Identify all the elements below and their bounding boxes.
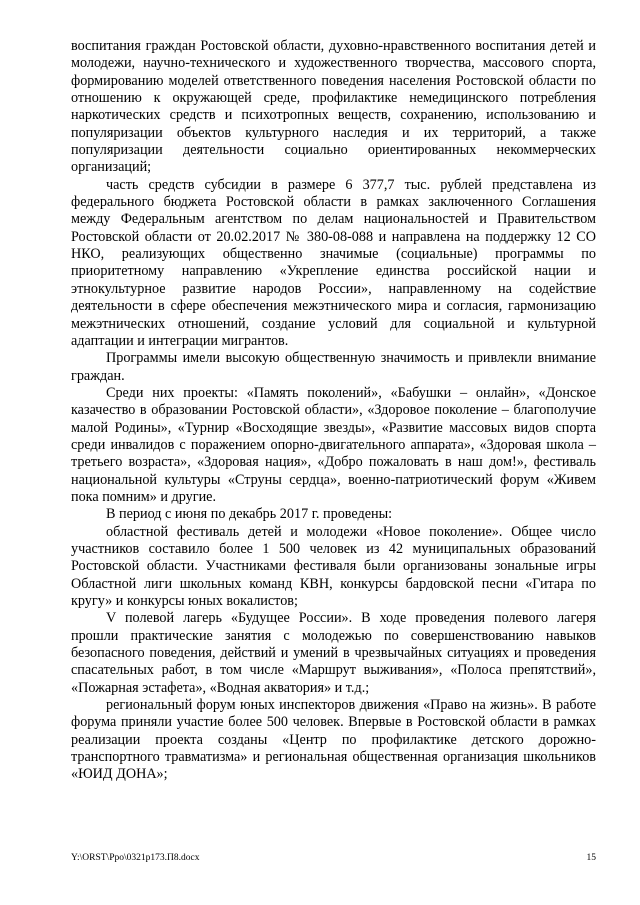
paragraph-forum: региональный форум юных инспекторов движения «Право на жизнь». В работе форума приняли участие более 500 человек. Впервые в Ростовской области в рамках реализации проекта созданы «Центр по профилактике детского дорожно-транспортного травматизма» и региональная общественная организация школьников «ЮИД ДОНА»; — [71, 697, 596, 783]
paragraph-festival: областной фестиваль детей и молодежи «Новое поколение». Общее число участников составило более 1 500 человек из 42 муниципальных образований Ростовской области. Участниками фестиваля были организованы зональные игры Областной лиги школьных команд КВН, конкурсы бардовской песни «Гитара по кругу» и конкурсы юных вокалистов; — [71, 523, 596, 609]
paragraph-field-camp: V полевой лагерь «Будущее России». В ходе проведения полевого лагеря прошли практические занятия с молодежью по совершенствованию навыков безопасного поведения, действий и умений в чрезвычайных ситуациях и проведения спасательных работ, в том числе «Маршрут выживания», «Полоса препятствий», «Пожарная эстафета», «Водная акватория» и т.д.; — [71, 610, 596, 696]
document-body — [71, 38, 596, 784]
paragraph-projects-list: Среди них проекты: «Память поколений», «Бабушки – онлайн», «Донское казачество в образовании Ростовской области», «Здоровое поколение – благополучие малой Родины», «Турнир «Восходящие звезды», «Развитие массовых видов спорта среди инвалидов с поражением опорно-двигательного аппарата», «Здоровая школа – третьего возраста», «Здоровая нация», «Добро пожаловать в наш дом!», фестиваль национальной культуры «Струны сердца», военно-патриотический форум «Живем пока помним» и другие. — [71, 384, 596, 505]
paragraph-programs-significance: Программы имели высокую общественную значимость и привлекли внимание граждан. — [71, 350, 596, 384]
footer-page-number: 15 — [586, 853, 596, 863]
paragraph-period-intro: В период с июня по декабрь 2017 г. проведены: — [106, 506, 393, 523]
footer-file-path: Y:\ORST\Ppo\0321p173.П8.docx — [71, 853, 200, 863]
paragraph-subsidy-federal: часть средств субсидии в размере 6 377,7 тыс. рублей представлена из федерального бюджета Ростовской области в рамках заключенного Соглашения между Федеральным агентством по делам национальностей и Правительством Ростовской области от 20.02.2017 № 380-08-088 и направлена на поддержку 12 СО НКО, реализующих общественно значимые (социальные) программы по приоритетному направлению «Укрепление единства российской нации и этнокультурное развитие народов России», направленному на содействие деятельности в сфере обеспечения межэтнического мира и согласия, гармонизацию межэтнических отношений, создание условий для социальной и культурной адаптации и интеграции мигрантов. — [71, 176, 596, 349]
paragraph-continuation: воспитания граждан Ростовской области, духовно-нравственного воспитания детей и молодежи, научно-технического и художественного творчества, массового спорта, формированию моделей ответственного поведения населения Ростовской области по отношению к окружающей среде, профилактике немедицинского потребления наркотических средств и психотропных веществ, сохранению, использованию и популяризации объектов культурного наследия и их территорий, а также популяризации деятельности социально ориентированных некоммерческих организаций; — [71, 38, 596, 176]
